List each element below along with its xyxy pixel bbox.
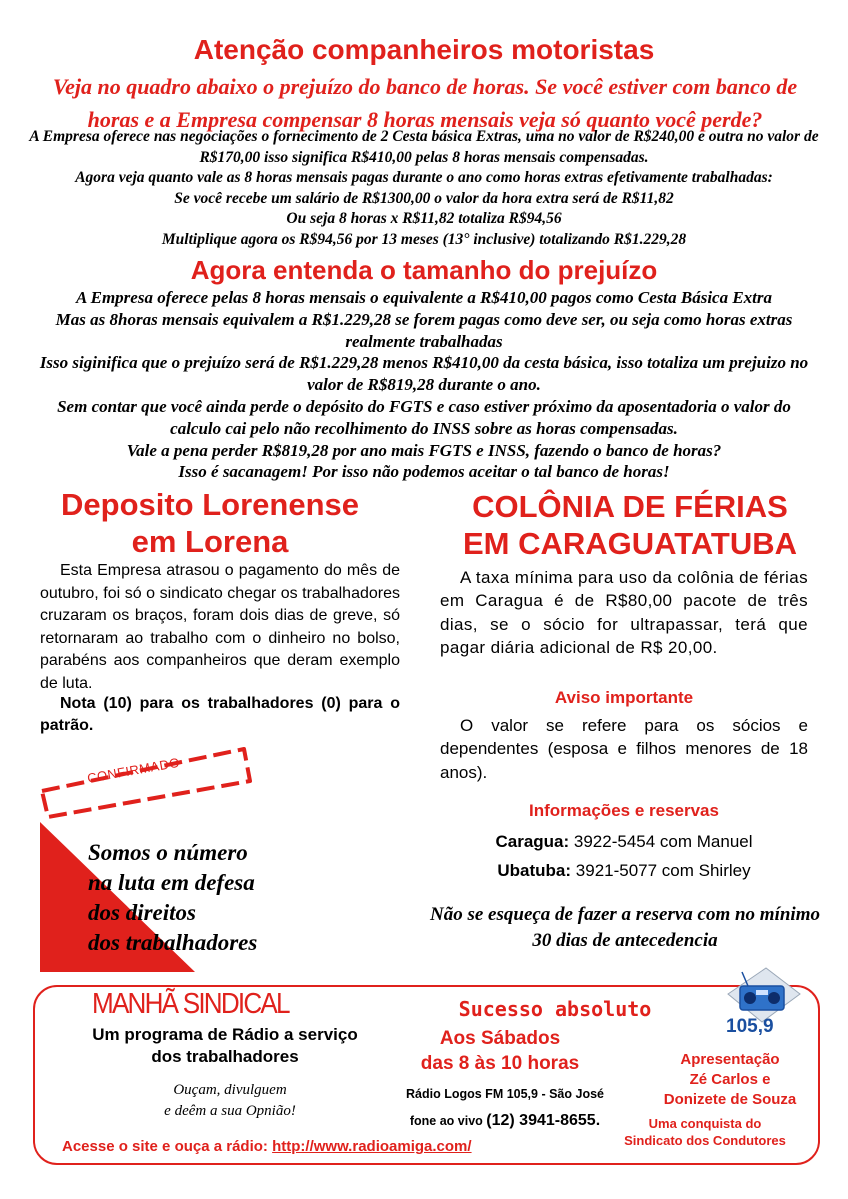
deposito-title (40, 486, 380, 560)
colonia-title-line: EM CARAGUATATUBA (462, 526, 798, 561)
site-label: Acesse o site e ouça a rádio: (62, 1138, 268, 1155)
program-description: Um programa de Rádio a serviço dos trabalhadores (92, 1025, 358, 1066)
deposito-title-line: em Lorena (131, 524, 289, 559)
credit (600, 1115, 810, 1149)
contact-detail: 3921-5077 com Shirley (575, 861, 751, 880)
loss-paragraph: Isso siginifica que o prejuízo será de R$1.229,28 menos R$410,00 da cesta básica, isso totaliza um prejuizo no valor de R$819,28 durante o ano. (39, 353, 809, 395)
contact-row (440, 861, 808, 881)
program-name: MANHÃ SINDICAL (92, 988, 289, 1020)
station-name: Rádio Logos FM 105,9 - São José (406, 1087, 604, 1101)
schedule (380, 1026, 620, 1076)
schedule-line: das 8 às 10 horas (420, 1053, 580, 1074)
hosts-line: Apresentação (680, 1051, 780, 1068)
hosts-line: Zé Carlos e (689, 1071, 771, 1088)
stamp-label: CONFIRMADO (86, 754, 182, 786)
colonia-body-text: A taxa mínima para uso da colônia de férias em Caragua é de R$80,00 pacote de três dias, se o sócio for ultrapassar, terá que pagar diária adicional de R$ 20,00. (440, 568, 808, 657)
intro-line: Se você recebe um salário de R$1300,00 o valor da hora extra será de R$11,82 (174, 189, 674, 207)
intro-line: Agora veja quanto vale as 8 horas mensais pagas durante o ano como horas extras efetivamente trabalhadas: (75, 169, 773, 186)
loss-paragraph: Sem contar que você ainda perde o depósito do FGTS e caso estiver próximo da aposentadoria o valor do calculo cai pelo não recolhimento do INSS sobre as horas compensadas. (57, 396, 791, 438)
loss-paragraph: A Empresa oferece pelas 8 horas mensais o equivalente a R$410,00 pagos como Cesta Básica Extra (75, 288, 773, 307)
phone-number: (12) 3941-8655. (486, 1112, 601, 1129)
loss-paragraph: Mas as 8horas mensais equivalem a R$1.229,28 se forem pagas como deve ser, ou seja como horas extras realmente trabalhadas (55, 309, 793, 351)
deposito-note-text: Nota (10) para os trabalhadores (0) para o patrão. (40, 695, 400, 734)
loss-title: Agora entenda o tamanho do prejuízo (190, 255, 658, 285)
credit-line: Uma conquista do (648, 1116, 762, 1131)
notice-body-text: O valor se refere para os sócios e dependentes (esposa e filhos menores de 18 anos). (440, 716, 808, 782)
radio-frequency: 105,9 (726, 1016, 774, 1037)
call-line: e deêm a sua Opnião! (164, 1103, 296, 1119)
intro-line: Ou seja 8 horas x R$11,82 totaliza R$94,56 (286, 210, 562, 227)
phone-line (385, 1112, 625, 1130)
colonia-title-line: COLÔNIA DE FÉRIAS (472, 489, 788, 524)
call-to-action (100, 1080, 360, 1122)
loss-paragraph: Isso é sacanagem! Por isso não podemos aceitar o tal banco de horas! (178, 462, 670, 482)
deposito-note (40, 693, 400, 737)
page-subtitle: Veja no quadro abaixo o prejuízo do banco de horas. Se você estiver com banco de horas e a Empresa compensar 8 horas mensais veja só quanto você perde? (52, 74, 798, 132)
deposito-body-text: Esta Empresa atrasou o pagamento do mês de outubro, foi só o sindicato chegar os trabalhadores cruzaram os braços, foram dois dias de greve, só retornaram ao trabalho com o dinheiro no bolso, parabéns aos companheiros que deram exemplo de luta. (40, 562, 400, 692)
slogan-line: dos direitos (88, 900, 196, 925)
credit-line: Sindicato dos Condutores (624, 1133, 786, 1148)
page-title: Atenção companheiros motoristas (193, 34, 655, 65)
info-title: Informações e reservas (529, 801, 719, 820)
site-line (62, 1138, 472, 1155)
hosts (660, 1050, 800, 1110)
colonia-body (440, 566, 808, 659)
loss-body (30, 287, 818, 483)
call-line: Ouçam, divulguem (173, 1082, 287, 1098)
phone-label: fone ao vivo (409, 1114, 483, 1128)
intro-text (20, 127, 828, 250)
slogan-line: na luta em defesa (88, 870, 255, 895)
notice-body (440, 714, 808, 784)
confirmed-stamp (38, 745, 254, 821)
slogan-line: Somos o número (88, 840, 248, 865)
success-banner: Sucesso absoluto (458, 997, 652, 1021)
contact-row (440, 832, 808, 852)
slogan-line: dos trabalhadores (88, 930, 258, 955)
loss-paragraph: Vale a pena perder R$819,28 por ano mais FGTS e INSS, fazendo o banco de horas? (126, 440, 722, 460)
reservation-reminder: Não se esqueça de fazer a reserva com no mínimo 30 dias de antecedencia (430, 904, 820, 951)
slogan (88, 838, 348, 958)
contact-city: Ubatuba: (497, 861, 572, 880)
intro-line: Multiplique agora os R$94,56 por 13 meses (13° inclusive) totalizando R$1.229,28 (161, 230, 687, 248)
deposito-title-line: Deposito Lorenense (61, 487, 359, 522)
deposito-body (40, 560, 400, 696)
contact-city: Caragua: (495, 832, 570, 851)
colonia-title (430, 488, 830, 562)
notice-title: Aviso importante (554, 688, 694, 707)
contact-detail: 3922-5454 com Manuel (573, 832, 753, 851)
hosts-line: Donizete de Souza (663, 1091, 797, 1108)
intro-line: A Empresa oferece nas negociações o fornecimento de 2 Cesta básica Extras, uma no valor de R$240,00 e outra no valor de R$170,00 isso significa R$410,00 pelas 8 horas mensais compensadas. (29, 128, 819, 166)
site-link[interactable]: http://www.radioamiga.com/ (272, 1138, 472, 1155)
schedule-line: Aos Sábados (439, 1028, 561, 1049)
